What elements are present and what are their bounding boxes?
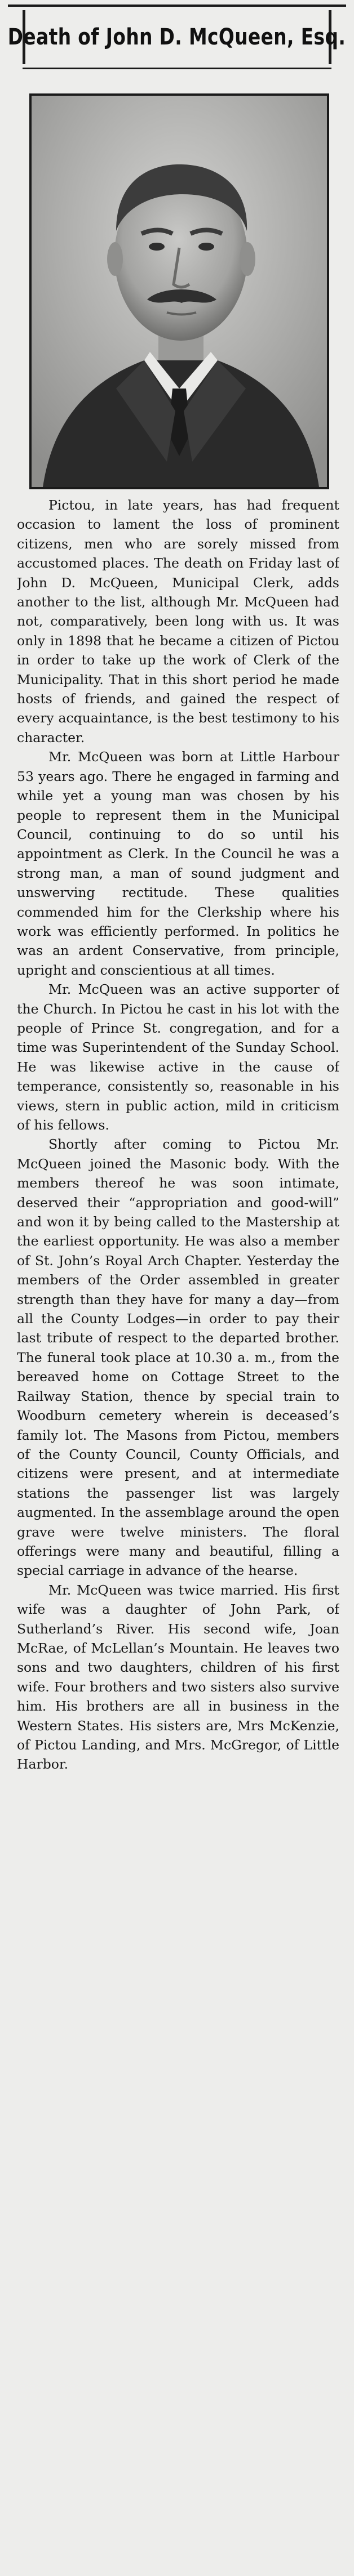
article-body — [17, 495, 339, 2562]
article-paragraph: Pictou, in late years, has had frequent occasion to lament the loss of prominent citizens, men who are sorely missed from accustomed places. The death on Friday last of John D. McQueen, Municipal Clerk, adds another to the list, although Mr. McQueen had not, comparatively, been long with us. It was only in 1898 that he became a citizen of Pictou in order to take up the work of Clerk of the Municipality. That in this short period he made hosts of friends, and gained the respect of every acquaintance, is the best testimony to his character. — [17, 497, 339, 745]
headline-box — [8, 10, 346, 64]
portrait-photo — [29, 93, 329, 489]
article-paragraph: Mr. McQueen was twice married. His first wife was a daughter of John Park, of Sutherland’s River. His second wife, Joan McRae, of McLellan’s Mountain. He leaves two sons and two daughters, children of his first wife. Four brothers and two sisters also survive him. His brothers are all in business in the Western States. His sisters are, Mrs McKenzie, of Pictou Landing, and Mrs. McGregor, of Little Harbor. — [17, 1582, 339, 1773]
article-paragraph: Mr. McQueen was an active supporter of the Church. In Pictou he cast in his lot with the people of Prince St. congregation, and for a time was Superintendent of the Sunday School. He was likewise active in the cause of temperance, consistently so, reasonable in his views, stern in public action, mild in criticism of his fellows. — [17, 981, 339, 1133]
headline-rule — [23, 68, 331, 69]
article-paragraph: Shortly after coming to Pictou Mr. McQueen joined the Masonic body. With the members thereof he was soon intimate, deserved their “appropriation and good-will” and won it by being called to the Mastership at the earliest opportunity. He was also a member of St. John’s Royal Arch Chapter. Yesterday the members of the Order assembled in greater strength than they have for many a day—from all the County Lodges—in order to pay their last tribute of respect to the departed brother. The funeral took place at 10.30 a. m., from the bereaved home on Cottage Street to the Railway Station, thence by special train to Woodburn cemetery wherein is deceased’s family lot. The Masons from Pictou, members of the County Council, County Officials, and citizens were present, and at intermediate stations the passenger list was largely augmented. In the assemblage around the open grave were twelve ministers. The floral offerings were many and beautiful, filling a special carriage in advance of the hearse. — [17, 1136, 339, 1579]
article-headline: Death of John D. McQueen, Esq. — [8, 24, 346, 50]
portrait-illustration — [32, 96, 327, 487]
top-rule — [8, 5, 346, 7]
article-paragraph: Mr. McQueen was born at Little Harbour 53 years ago. There he engaged in farming and while yet a young man was chosen by his people to represent them in the Municipal Council, continuing to do so until his appointment as Clerk. In the Council he was a strong man, a man of sound judgment and unswerving rectitude. These qualities commended him for the Clerkship where his work was efficiently performed. In politics he was an ardent Conservative, from principle, upright and conscientious at all times. — [17, 749, 339, 978]
